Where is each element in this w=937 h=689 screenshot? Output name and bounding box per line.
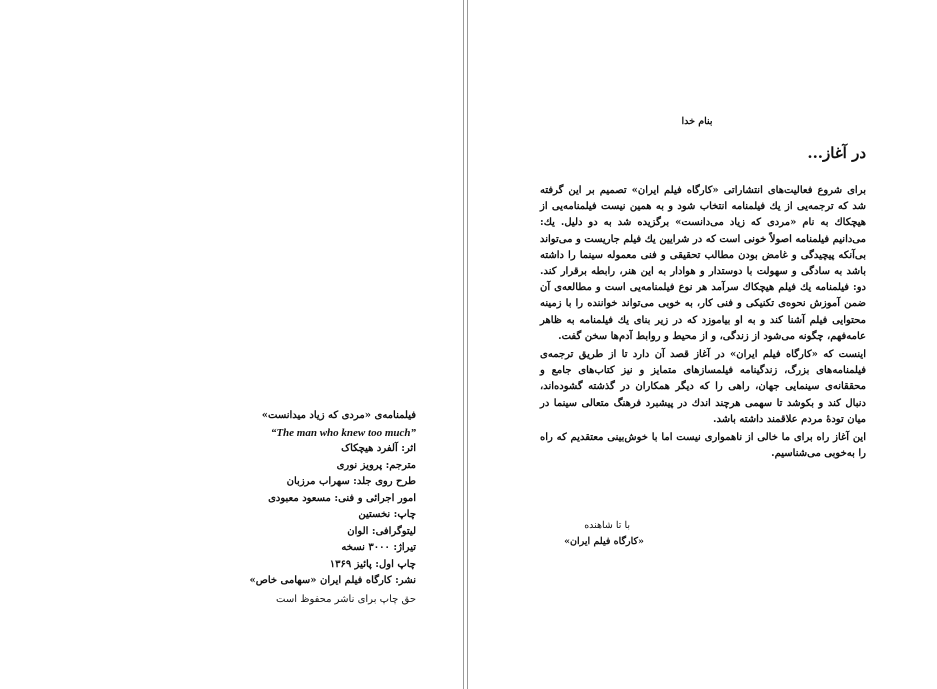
page-heading: در آغاز...	[807, 144, 866, 162]
colophon-english-title: “The man who knew too much”	[270, 426, 416, 439]
colophon-rights: حق چاپ برای ناشر محفوظ است	[276, 593, 416, 605]
intro-paragraph-2: اینست که «کارگاه فیلم ایران» در آغاز قصد آن دارد تا از طریق ترجمه‌ی فیلمنامه‌های بزرگ، زندگینامه فیلمسازهای متمایز و نیز کتاب‌های جامع و محققانه‌ی سینمایی جهان، راهی را که دیگر همکاران در گذشته گشوده‌اند، دنبال کند و بکوشد تا سهمی هرچند اندك در پیشبرد فرهنگ متعالی سینما در میان تودهٔ مردم علاقمند داشته باشد.	[540, 349, 866, 425]
colophon-print-run: تیراژ: ۳۰۰۰ نسخه	[341, 542, 416, 553]
left-page	[0, 0, 463, 689]
colophon-first-printing: چاپ اول: پائیز ۱۳۶۹	[329, 558, 416, 570]
signature-organization: «کارگاه فیلم ایران»	[564, 536, 644, 547]
colophon-production: امور اجرائی و فنی: مسعود معبودی	[268, 492, 416, 504]
colophon	[230, 408, 416, 608]
right-page	[468, 0, 937, 689]
colophon-title: فیلمنامه‌ی «مردی که زیاد میدانست»	[261, 410, 416, 421]
gutter-line-left	[463, 0, 464, 689]
colophon-edition: چاپ: نخستین	[358, 509, 416, 520]
intro-body	[540, 183, 866, 462]
bismillah: بنام خدا	[681, 116, 713, 127]
intro-paragraph-1: برای شروع فعالیت‌های انتشاراتی «کارگاه فیلم ایران» تصمیم بر این گرفته شد که ترجمه‌یی از یك فیلمنامه انتخاب شود و به همین نیست فیلمنامه‌یی از هیچکاك به نام «مردی که زیاد می‌دانست» برگزیده شد به دو دلیل. یك: می‌دانیم فیلمنامه اصولاً خونی است که در شرایین یك فیلم جاریست و می‌تواند بی‌آنکه پیچیدگی و غامض بودن مطالب تحقیقی و فنی معموله سینما را داشته باشد به سادگی و سهولت با دوستدار و هوادار به این هنر، رابطه برقرار کند. دو: فیلمنامه یك فیلم هیچکاك سرآمد هر نوع فیلمنامه‌یی است و مطالعه‌ی آن ضمن آموزش نحوه‌ی تکنیکی و فنی کار، به خوبی می‌تواند خواننده را با زمینه محتوایی فیلم آشنا کند و به او بیاموزد که در زیر بنای یك فیلمنامه به ظاهر عامه‌فهم، چگونه می‌شود از زندگی، و از محیط و روابط آدم‌ها سخن گفت.	[540, 185, 866, 342]
colophon-cover-design: طرح روی جلد: سهراب مرزبان	[286, 476, 416, 487]
intro-paragraph-3: این آغاز راه برای ما خالی از ناهمواری نیست اما با خوش‌بینی معتقدیم که راه را به‌خوبی می‌شناسیم.	[540, 432, 866, 460]
colophon-translator: مترجم: پرویز نوری	[336, 459, 416, 471]
colophon-lithography: لیتوگرافی: الوان	[347, 525, 416, 537]
colophon-publisher: نشر: کارگاه فیلم ایران «سهامی خاص»	[249, 575, 416, 586]
colophon-author: اثر: آلفرد هیچکاک	[341, 443, 416, 454]
signature-name: با تا شاهنده	[584, 520, 630, 531]
signature	[544, 518, 644, 550]
